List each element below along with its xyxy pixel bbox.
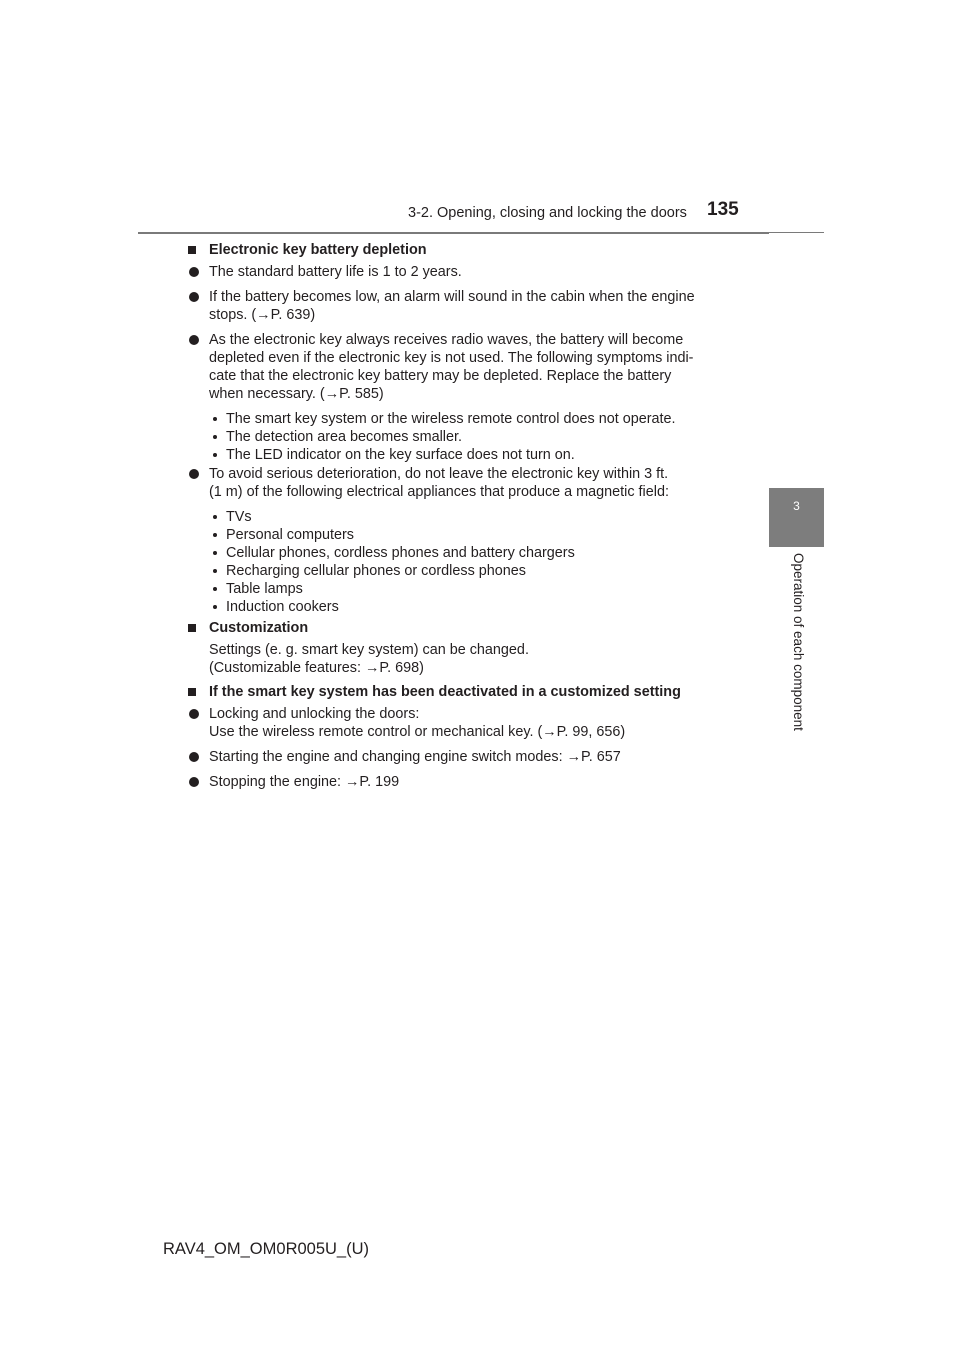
section-heading: Electronic key battery depletion (184, 241, 750, 259)
small-bullet-icon (213, 569, 217, 573)
sub-list-item: Induction cookers (184, 598, 750, 616)
bullet-item: The standard battery life is 1 to 2 years. (184, 263, 750, 281)
round-bullet-icon (189, 469, 199, 479)
round-bullet-icon (189, 267, 199, 277)
sub-list-item: The LED indicator on the key surface does not turn on. (184, 446, 750, 464)
bullet-item: Stopping the engine: →P. 199 (184, 773, 750, 791)
header-rule (138, 232, 824, 234)
section-heading: If the smart key system has been deactivated in a customized setting (184, 683, 750, 701)
bullet-item: Locking and unlocking the doors: Use the wireless remote control or mechanical key. (→P. 99, 656) (184, 705, 750, 741)
small-bullet-icon (213, 551, 217, 555)
small-bullet-icon (213, 605, 217, 609)
sub-list-item: The smart key system or the wireless remote control does not operate. (184, 410, 750, 428)
bullet-item: As the electronic key always receives radio waves, the battery will become depleted even if the electronic key is not used. The following symptoms indi- cate that the electronic key battery may be depleted. Replace the battery when necessary. (→P. 585) (184, 331, 750, 403)
sub-list-item: Recharging cellular phones or cordless phones (184, 562, 750, 580)
small-bullet-icon (213, 515, 217, 519)
bullet-item: Starting the engine and changing engine switch modes: →P. 657 (184, 748, 750, 766)
sub-list-item: Personal computers (184, 526, 750, 544)
round-bullet-icon (189, 335, 199, 345)
small-bullet-icon (213, 435, 217, 439)
sub-list-item: Cellular phones, cordless phones and battery chargers (184, 544, 750, 562)
small-bullet-icon (213, 533, 217, 537)
chapter-tab-bar (769, 233, 824, 488)
document-code: RAV4_OM_OM0R005U_(U) (163, 1240, 370, 1258)
small-bullet-icon (213, 417, 217, 421)
small-bullet-icon (213, 587, 217, 591)
chapter-title: Operation of each component (791, 553, 806, 731)
chapter-tab-box (769, 488, 824, 547)
sub-list-item: Table lamps (184, 580, 750, 598)
round-bullet-icon (189, 292, 199, 302)
square-bullet-icon (188, 246, 196, 254)
bullet-item: To avoid serious deterioration, do not leave the electronic key within 3 ft. (1 m) of the following electrical appliances that produce a magnetic field: (184, 465, 750, 501)
small-bullet-icon (213, 453, 217, 457)
round-bullet-icon (189, 777, 199, 787)
bullet-item: If the battery becomes low, an alarm will sound in the cabin when the engine stops. (→P. 639) (184, 288, 750, 324)
paragraph: Settings (e. g. smart key system) can be changed. (Customizable features: →P. 698) (209, 642, 529, 676)
sub-list-item: TVs (184, 508, 750, 526)
sub-list-item: The detection area becomes smaller. (184, 428, 750, 446)
square-bullet-icon (188, 624, 196, 632)
sub-list (184, 410, 750, 464)
round-bullet-icon (189, 709, 199, 719)
square-bullet-icon (188, 688, 196, 696)
round-bullet-icon (189, 752, 199, 762)
sub-list (184, 508, 750, 616)
section-heading: Customization (184, 619, 750, 637)
page-number: 135 (707, 199, 739, 220)
chapter-number: 3 (793, 499, 800, 513)
header-section-title: 3-2. Opening, closing and locking the doors (408, 205, 687, 221)
page-content (184, 241, 750, 798)
